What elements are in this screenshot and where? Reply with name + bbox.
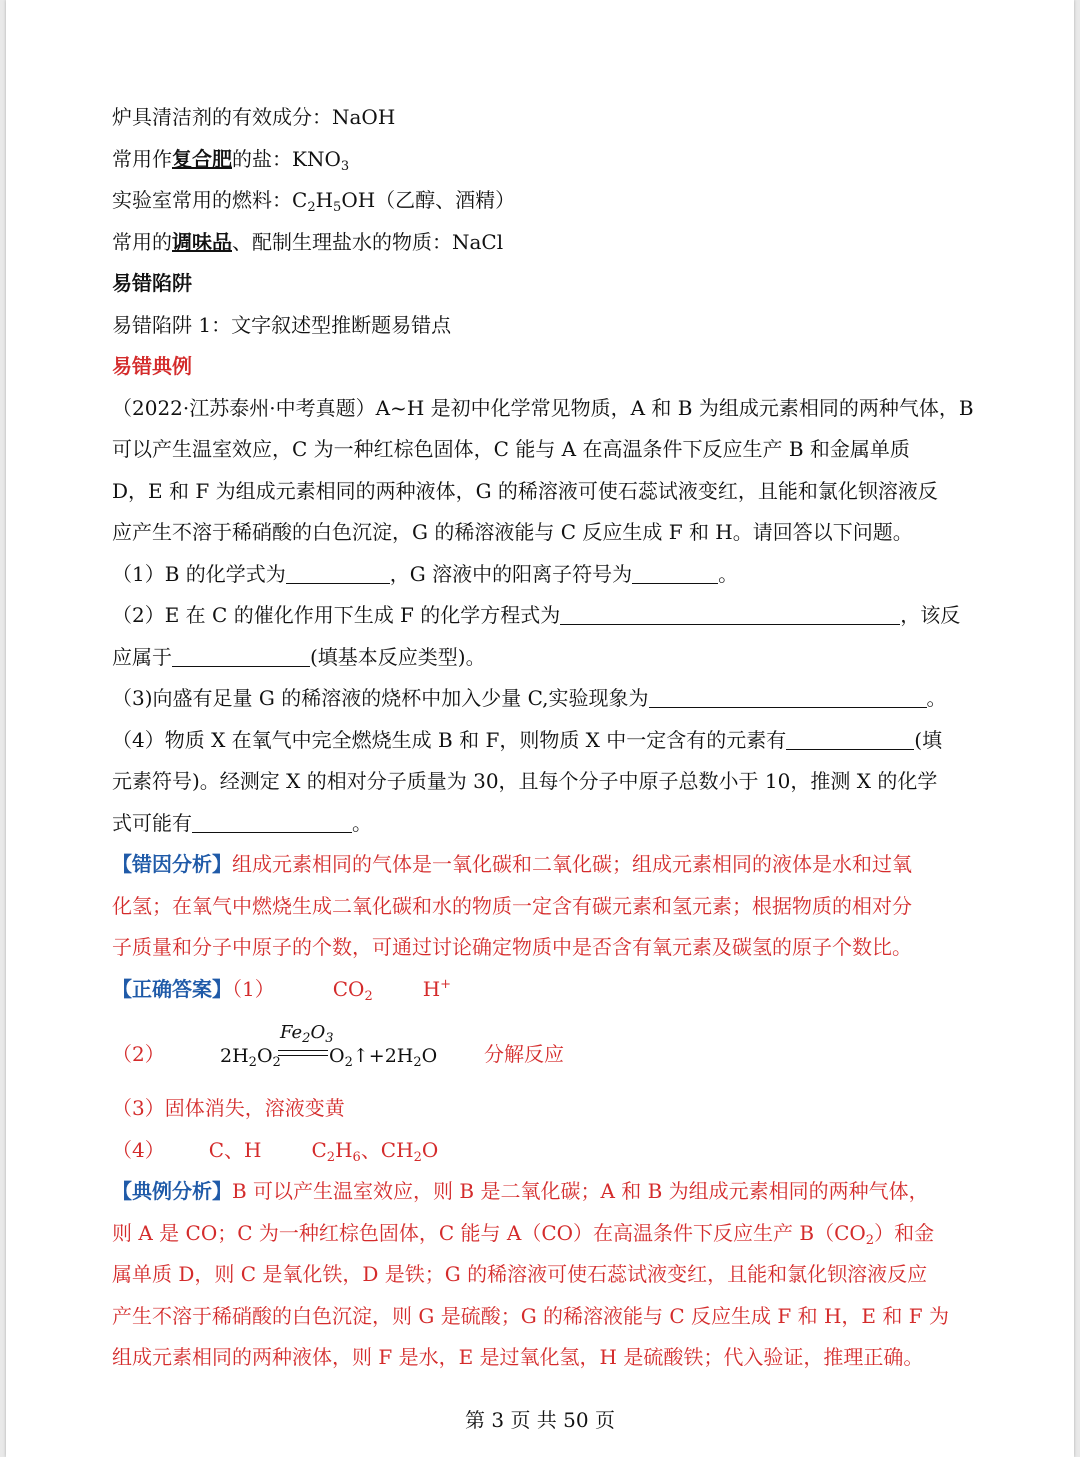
error-analysis-2: 化氢；在氧气中燃烧生成二氧化碳和水的物质一定含有碳元素和氢元素；根据物质的相对分 bbox=[112, 893, 912, 918]
question-4-cont: 元素符号)。经测定 X 的相对分子质量为 30，且每个分子中原子总数小于 10，推测 X 的化学 bbox=[112, 769, 938, 793]
example-analysis-label: 【典例分析】 bbox=[112, 1179, 232, 1203]
answer-3: （3）固体消失，溶液变黄 bbox=[112, 1096, 345, 1120]
line-seasoning: 常用的调味品、配制生理盐水的物质：NaCl bbox=[112, 229, 504, 254]
question-4-cont-2: 式可能有 。 bbox=[112, 803, 1012, 845]
question-text-4: 应产生不溶于稀硝酸的白色沉淀，G 的稀溶液能与 C 反应生成 F 和 H。请回答以下问题。 bbox=[112, 520, 913, 544]
equation-reactant: $2H_2O_2$ bbox=[220, 1045, 281, 1070]
answer-1: 【正确答案】（1） $CO_2$ H+ bbox=[112, 976, 452, 1004]
answer-blank bbox=[192, 808, 352, 833]
answer-blank bbox=[286, 559, 390, 584]
example-analysis-2: 则 A 是 CO；C 为一种红棕色固体，C 能与 A（CO）在高温条件下反应生产 $B(CO_2)$和金 bbox=[112, 1220, 935, 1248]
answer-2-equation: （2） $2H_2O_2$ $Fe_2O_3$ $O_2↑+2H_2O$ 分解反应 bbox=[112, 1010, 1012, 1088]
example-analysis-3: 属单质 D，则 C 是氧化铁，D 是铁；G 的稀溶液可使石蕊试液变红，且能和氯化钡溶液反应 bbox=[112, 1262, 928, 1286]
reaction-type: 分解反应 bbox=[484, 1042, 564, 1066]
answer-blank bbox=[172, 642, 310, 667]
answer-blank bbox=[786, 725, 914, 750]
error-analysis-label: 【错因分析】 bbox=[112, 852, 232, 876]
question-2: （2）E 在 C 的催化作用下生成 F 的化学方程式为 ，该反 bbox=[112, 595, 1012, 637]
trap-1-title: 易错陷阱 1：文字叙述型推断题易错点 bbox=[112, 312, 452, 337]
example-analysis-4: 产生不溶于稀硝酸的白色沉淀，则 G 是硫酸；G 的稀溶液能与 C 反应生成 F 和 H，E 和 F 为 bbox=[112, 1303, 949, 1328]
question-1: （1）B 的化学式为 ，G 溶液中的阳离子符号为 。 bbox=[112, 554, 1012, 596]
example-analysis-1: 【典例分析】B 可以产生温室效应，则 B 是二氧化碳；A 和 B 为组成元素相同的两种气体， bbox=[112, 1179, 929, 1203]
page-number-footer: 第 3 页 共 50 页 bbox=[465, 1408, 615, 1432]
page-content bbox=[112, 97, 1012, 1379]
equation-equals-sign bbox=[278, 1050, 328, 1056]
document-page bbox=[6, 0, 1074, 1457]
error-analysis-3: 子质量和分子中原子的个数，可通过讨论确定物质中是否含有氧元素及碳氢的原子个数比。 bbox=[112, 935, 912, 959]
equation-products: $O_2↑+2H_2O$ bbox=[329, 1045, 438, 1070]
answer-blank bbox=[560, 600, 900, 625]
error-analysis-1: 【错因分析】组成元素相同的气体是一氧化碳和二氧化碳；组成元素相同的液体是水和过氧 bbox=[112, 852, 912, 876]
question-4: （4）物质 X 在氧气中完全燃烧生成 B 和 F，则物质 X 中一定含有的元素有 (填 bbox=[112, 720, 1012, 762]
answer-label: 【正确答案】 bbox=[112, 976, 232, 1001]
keyword-compound-fertilizer: 复合肥 bbox=[172, 146, 232, 171]
question-2-cont: 应属于 (填基本反应类型)。 bbox=[112, 637, 1012, 679]
trap-heading: 易错陷阱 bbox=[112, 271, 192, 295]
keyword-seasoning: 调味品 bbox=[172, 229, 232, 254]
question-text-1: （2022·江苏泰州·中考真题）A~H 是初中化学常见物质，A 和 B 为组成元素相同的两种气体，B bbox=[112, 395, 974, 420]
equation-catalyst: $Fe_2O_3$ bbox=[280, 1022, 334, 1046]
question-3: （3)向盛有足量 G 的稀溶液的烧杯中加入少量 C,实验现象为 。 bbox=[112, 678, 1012, 720]
answer-4: （4） C、H $C_2H_6$、$CH_2O$ bbox=[112, 1137, 439, 1165]
line-lab-fuel: 实验室常用的燃料：$C_2H_5OH$（乙醇、酒精） bbox=[112, 188, 516, 215]
line-stove-cleaner: 炉具清洁剂的有效成分：NaOH bbox=[112, 105, 396, 129]
example-analysis-5: 组成元素相同的两种液体，则 F 是水，E 是过氧化氢，H 是硫酸铁；代入验证，推理正确。 bbox=[112, 1345, 924, 1369]
answer-blank bbox=[649, 683, 927, 708]
question-text-3: D，E 和 F 为组成元素相同的两种液体，G 的稀溶液可使石蕊试液变红，且能和氯化钡溶液反 bbox=[112, 478, 938, 503]
example-heading: 易错典例 bbox=[112, 354, 192, 378]
question-text-2: 可以产生温室效应，C 为一种红棕色固体，C 能与 A 在高温条件下反应生产 B 和金属单质 bbox=[112, 437, 910, 461]
line-compound-fertilizer: 常用作复合肥的盐：$KNO_3$ bbox=[112, 146, 350, 174]
answer-blank bbox=[632, 559, 718, 584]
